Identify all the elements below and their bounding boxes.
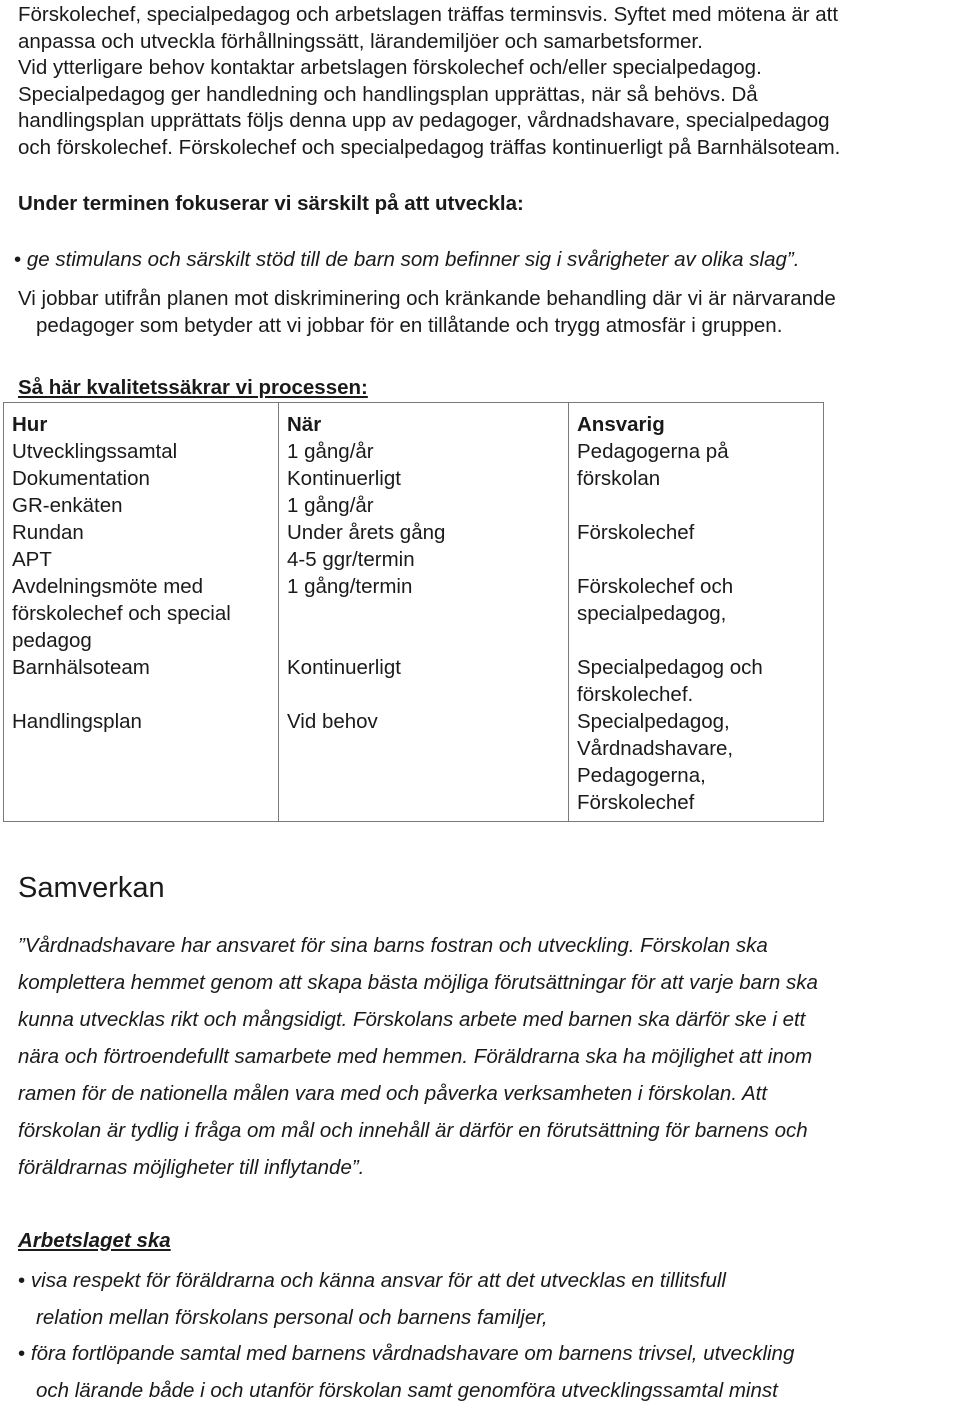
list-item-text: relation mellan förskolans personal och barnens familjer, (18, 1300, 948, 1337)
quality-column-hur (4, 403, 279, 822)
intro-line: och förskolechef. Förskolechef och specialpedagog träffas kontinuerligt på Barnhälsoteam. (18, 136, 840, 159)
quote-line: ”Vårdnadshavare har ansvaret för sina barns fostran och utveckling. Förskolan ska (18, 934, 768, 957)
focus-paragraph-line: Vi jobbar utifrån planen mot diskriminering och kränkande behandling där vi är närvarande (18, 287, 836, 310)
cell-text: Vårdnadshavare, (577, 735, 823, 762)
quality-column-nar (279, 403, 569, 822)
focus-bullet (14, 247, 954, 273)
intro-paragraph (18, 2, 958, 161)
bullet-icon: • (18, 1342, 25, 1365)
cell-text: specialpedagog, (577, 600, 823, 627)
list-item (18, 1336, 948, 1409)
bullet-icon: • (14, 248, 21, 271)
list-item-text: visa respekt för föräldrarna och känna ansvar för att det utvecklas en tillitsfull (31, 1269, 726, 1292)
focus-paragraph (18, 285, 958, 339)
intro-line: Förskolechef, specialpedagog och arbetslagen träffas terminsvis. Syftet med mötena är att (18, 3, 838, 26)
quote-line: ramen för de nationella målen vara med och påverka verksamheten i förskolan. Att (18, 1082, 767, 1105)
cell-text: Kontinuerligt (287, 654, 568, 681)
quality-heading: Så här kvalitetssäkrar vi processen: (18, 375, 368, 401)
cell-text: förskolechef. (577, 681, 823, 708)
cell-text: Utvecklingssamtal (12, 438, 278, 465)
samverkan-quote (18, 927, 948, 1186)
intro-line: Vid ytterligare behov kontaktar arbetslagen förskolechef och/eller specialpedagog. (18, 56, 762, 79)
cell-text: Specialpedagog, (577, 708, 823, 735)
column-header: Hur (12, 411, 278, 438)
cell-text: APT (12, 546, 278, 573)
quality-table (3, 402, 824, 822)
cell-text (12, 681, 278, 708)
arbetslaget-list (18, 1263, 948, 1409)
cell-text: Barnhälsoteam (12, 654, 278, 681)
cell-text: Pedagogerna, (577, 762, 823, 789)
cell-text: GR-enkäten (12, 492, 278, 519)
list-item (18, 1263, 948, 1336)
cell-text: 4-5 ggr/termin (287, 546, 568, 573)
intro-line: Specialpedagog ger handledning och handlingsplan upprättas, när så behövs. Då (18, 83, 758, 106)
focus-heading: Under terminen fokuserar vi särskilt på att utveckla: (18, 191, 524, 217)
arbetslaget-heading: Arbetslaget ska (18, 1227, 171, 1255)
cell-text (287, 681, 568, 708)
intro-line: anpassa och utveckla förhållningssätt, lärandemiljöer och samarbetsformer. (18, 30, 703, 53)
cell-text: 1 gång/år (287, 492, 568, 519)
cell-text: Avdelningsmöte med (12, 573, 278, 600)
quote-line: föräldrarnas möjligheter till inflytande”. (18, 1156, 364, 1179)
cell-text: Förskolechef (577, 519, 823, 546)
quote-line: förskolan är tydlig i fråga om mål och innehåll är därför en förutsättning för barnens och (18, 1119, 808, 1142)
cell-text (287, 600, 568, 627)
list-item-text: föra fortlöpande samtal med barnens vårdnadshavare om barnens trivsel, utveckling (31, 1342, 794, 1365)
cell-text: Dokumentation (12, 465, 278, 492)
focus-paragraph-line: pedagoger som betyder att vi jobbar för en tillåtande och trygg atmosfär i gruppen. (18, 312, 958, 339)
intro-line: handlingsplan upprättats följs denna upp av pedagoger, vårdnadshavare, specialpedagog (18, 109, 830, 132)
cell-text: Kontinuerligt (287, 465, 568, 492)
cell-text: Förskolechef (577, 789, 823, 816)
cell-text: förskolan (577, 465, 823, 492)
cell-text: 1 gång/termin (287, 573, 568, 600)
cell-text: 1 gång/år (287, 438, 568, 465)
bullet-icon: • (18, 1269, 25, 1292)
quote-line: komplettera hemmet genom att skapa bästa möjliga förutsättningar för att varje barn ska (18, 971, 818, 994)
column-header: Ansvarig (577, 411, 823, 438)
cell-text: Under årets gång (287, 519, 568, 546)
samverkan-heading: Samverkan (18, 870, 165, 906)
cell-text: förskolechef och special (12, 600, 278, 627)
cell-text: Förskolechef och (577, 573, 823, 600)
cell-text (577, 492, 823, 519)
cell-text: Pedagogerna på (577, 438, 823, 465)
quote-line: kunna utvecklas rikt och mångsidigt. Förskolans arbete med barnen ska därför ske i ett (18, 1008, 805, 1031)
focus-bullet-text: ge stimulans och särskilt stöd till de barn som befinner sig i svårigheter av olika slag”. (27, 248, 800, 271)
column-header: När (287, 411, 568, 438)
cell-text: Handlingsplan (12, 708, 278, 735)
cell-text: Specialpedagog och (577, 654, 823, 681)
cell-text: pedagog (12, 627, 278, 654)
cell-text: Rundan (12, 519, 278, 546)
cell-text (577, 627, 823, 654)
quality-column-ansvarig (569, 403, 824, 822)
cell-text (287, 627, 568, 654)
cell-text (577, 546, 823, 573)
quote-line: nära och förtroendefullt samarbete med hemmen. Föräldrarna ska ha möjlighet att inom (18, 1045, 812, 1068)
cell-text: Vid behov (287, 708, 568, 735)
list-item-text: och lärande både i och utanför förskolan samt genomföra utvecklingssamtal minst (18, 1373, 948, 1409)
